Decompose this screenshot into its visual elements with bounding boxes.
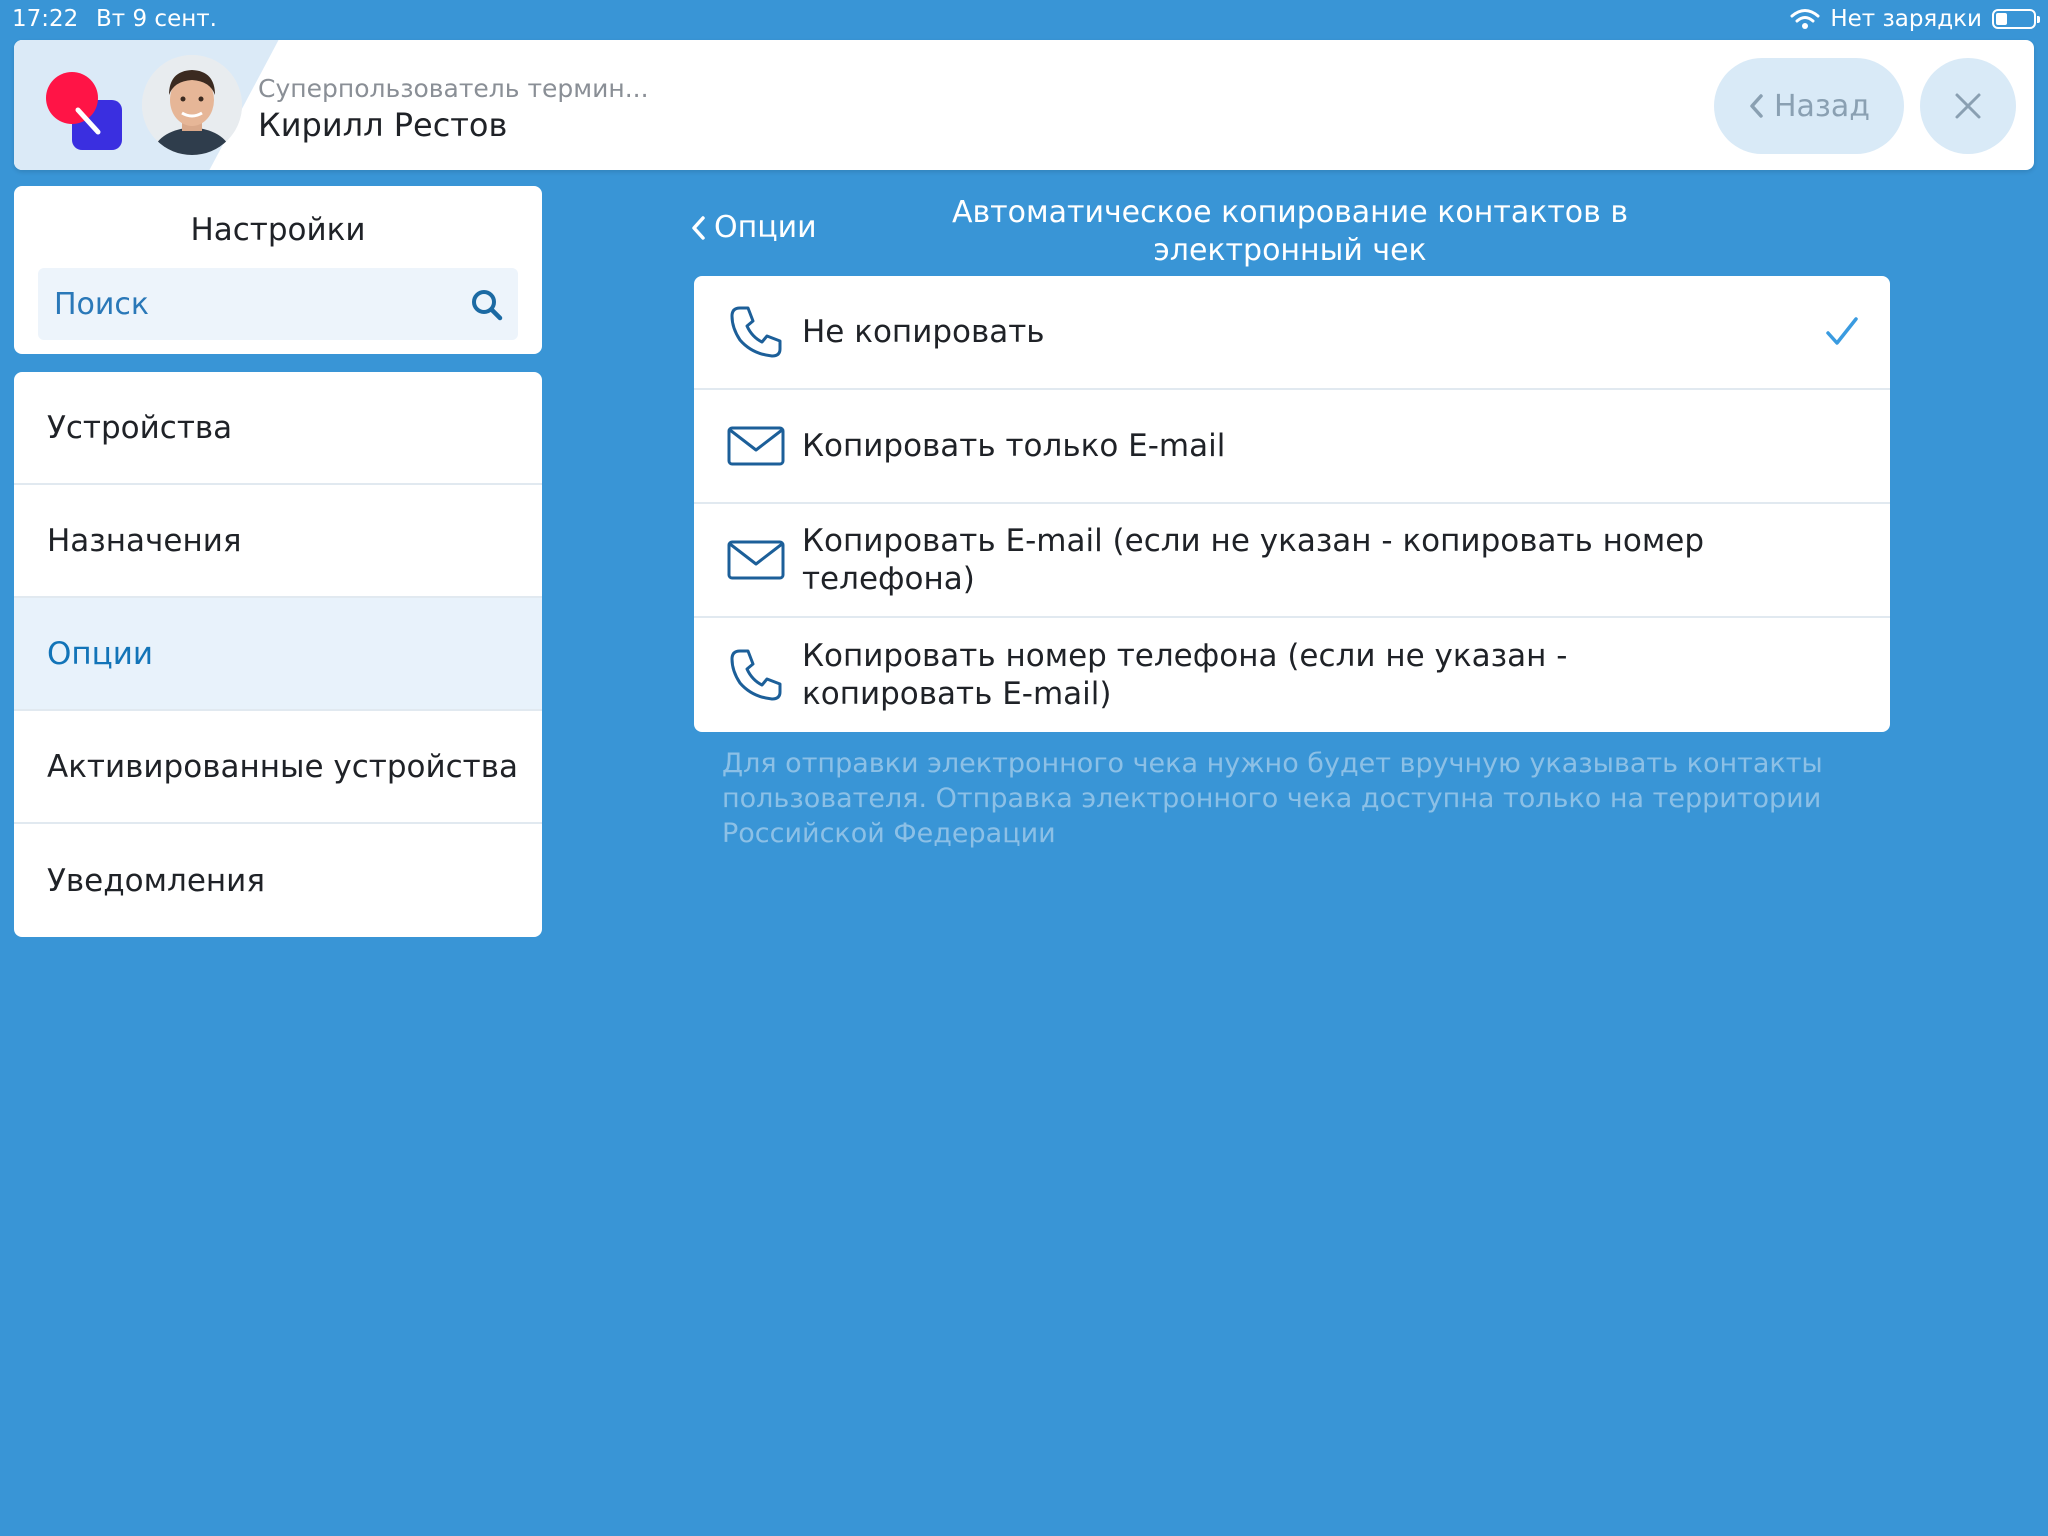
phone-icon <box>726 645 786 705</box>
envelope-icon <box>726 530 786 590</box>
sidebar-item-label: Уведомления <box>47 862 265 899</box>
page-title: Автоматическое копирование контактов в электронный чек <box>951 195 1629 268</box>
search-icon[interactable] <box>470 288 504 322</box>
option-icon-wrap <box>726 645 786 705</box>
option-label: Копировать только E-mail <box>802 428 1226 464</box>
option-icon-wrap <box>726 302 786 362</box>
status-bar <box>0 0 2048 40</box>
option-copy-phone-or-email[interactable] <box>694 618 1890 732</box>
close-icon <box>1953 91 1983 121</box>
sidebar-item-notifications[interactable] <box>14 824 542 937</box>
back-button[interactable] <box>1714 58 1904 154</box>
option-label: Не копировать <box>802 314 1045 350</box>
status-date: Вт 9 сент. <box>96 6 217 32</box>
option-copy-email-or-phone[interactable] <box>694 504 1890 618</box>
sidebar-item-label: Активированные устройства <box>47 748 519 785</box>
chevron-left-icon <box>690 215 706 241</box>
status-right <box>1790 6 2036 32</box>
wifi-icon <box>1790 8 1820 30</box>
options-back-label: Опции <box>714 210 817 245</box>
sidebar-item-activated-devices[interactable] <box>14 711 542 824</box>
user-avatar-icon <box>142 55 242 155</box>
option-label: Копировать номер телефона (если не указан - копировать E-mail) <box>802 638 1568 712</box>
battery-fill <box>1996 13 2007 25</box>
option-label: Копировать E-mail (если не указан - копировать номер телефона) <box>802 523 1705 597</box>
sidebar-item-label: Опции <box>47 635 154 672</box>
status-time: 17:22 <box>12 6 79 32</box>
options-list <box>694 276 1890 732</box>
sidebar-item-label: Назначения <box>47 522 242 559</box>
option-icon-wrap <box>726 530 786 590</box>
charging-status: Нет зарядки <box>1830 6 1982 32</box>
user-name: Кирилл Рестов <box>258 106 508 144</box>
footnote: Для отправки электронного чека нужно будет вручную указывать контакты пользователя. Отправка электронного чека доступна только на территории Российской Федерации <box>722 748 1823 849</box>
sidebar-item-label: Устройства <box>47 409 233 446</box>
chevron-left-icon <box>1748 93 1764 119</box>
phone-icon <box>726 302 786 362</box>
user-role: Суперпользователь термин... <box>258 74 649 103</box>
battery-icon <box>1992 9 2036 29</box>
sidebar-nav <box>14 372 542 937</box>
sidebar-item-devices[interactable] <box>14 372 542 485</box>
option-icon-wrap <box>726 416 786 476</box>
sidebar-item-assignments[interactable] <box>14 485 542 598</box>
app-logo-icon <box>44 70 129 155</box>
checkmark-icon <box>1824 314 1860 350</box>
avatar[interactable] <box>142 55 242 155</box>
close-button[interactable] <box>1920 58 2016 154</box>
option-no-copy[interactable] <box>694 276 1890 390</box>
sidebar-header <box>14 186 542 354</box>
sidebar-title: Настройки <box>190 212 366 248</box>
back-button-label: Назад <box>1773 88 1871 124</box>
search-box <box>38 268 518 340</box>
sidebar-item-options[interactable] <box>14 598 542 711</box>
option-copy-email-only[interactable] <box>694 390 1890 504</box>
envelope-icon <box>726 416 786 476</box>
header-bar <box>14 40 2034 170</box>
options-back-link[interactable] <box>690 210 817 245</box>
search-input[interactable] <box>54 268 454 340</box>
